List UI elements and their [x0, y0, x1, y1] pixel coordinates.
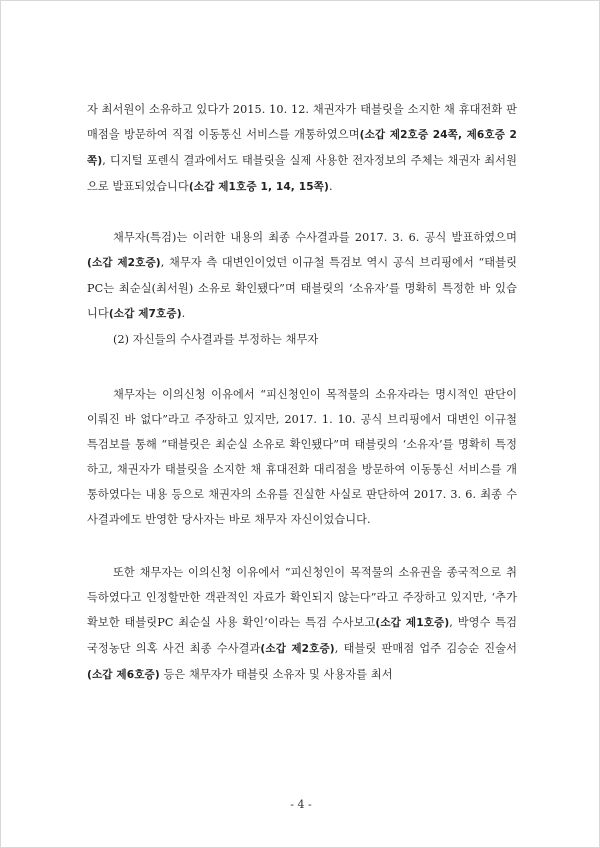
evidence-reference: (소갑 제1호증)	[375, 617, 450, 629]
paragraph-text: .	[181, 307, 186, 320]
paragraph-text: 자 최서원이 소유하고 있다가 2015. 10. 12. 채권자가 태블릿을 소지한 채 휴대전화 판매점을 방문하여 직접 이동통신 서비스를 개통하였으며	[87, 103, 517, 141]
paragraph-text: , 채무자 측 대변인이었던 이규철 특검보 역시 공식 브리핑에서 “태블릿PC는 최순실(최서원) 소유로 확인됐다”며 태블릿의 ‘소유자’를 명확히 특정한 바 있습니다	[87, 256, 517, 320]
paragraph-text: 등은 채무자가 태블릿 소유자 및 사용자를 최서	[159, 668, 393, 681]
evidence-reference: (소갑 제2호증)	[87, 257, 161, 269]
paragraph-3	[87, 382, 517, 532]
paragraph-text: 또한 채무자는 이의신청 이유에서 “피신청인이 목적물의 소유권을 종국적으로 취득하였다고 인정할만한 객관적인 자료가 확인되지 않는다”라고 주장하고 있지만, ‘추가 확보한 태블릿PC 최순실 사용 확인’이라는 특검 수사보고	[87, 566, 517, 629]
section-heading: (2) 자신들의 수사결과를 부정하는 채무자	[113, 333, 319, 346]
evidence-reference: (소갑 제7호증)	[108, 308, 182, 320]
paragraph-text: 채무자(특검)는 이러한 내용의 최종 수사결과를 2017. 3. 6. 공식 발표하였으며	[113, 231, 517, 244]
paragraph-1	[87, 97, 517, 200]
paragraph-text: .	[328, 180, 333, 193]
paragraph-4	[87, 560, 517, 688]
paragraph-2	[87, 225, 517, 327]
evidence-reference: (소갑 제6호증)	[87, 669, 160, 681]
evidence-reference: (소갑 제2호증)	[260, 643, 335, 655]
evidence-reference: (소갑 제2호증 24쪽, 제6호증 2쪽)	[87, 129, 518, 167]
evidence-reference: (소갑 제1호증 1, 14, 15쪽)	[188, 181, 329, 193]
paragraph-text: , 디지털 포렌식 결과에서도 태블릿을 실제 사용한 전자정보의 주체는 채권자 최서원으로 발표되었습니다	[87, 154, 517, 193]
paragraph-text: , 태블릿 판매점 업주 김승순 진술서	[334, 642, 518, 655]
page-number: - 4 -	[290, 798, 312, 811]
paragraph-text: 채무자는 이의신청 이유에서 “피신청인이 목적물의 소유자라는 명시적인 판단이 이뤄진 바 없다”라고 주장하고 있지만, 2017. 1. 10. 공식 브리핑에서 대변인 이규철 특검보를 통해 “태블릿은 최순실 소유로 확인됐다”며 태블릿의 ‘소유자’를 명확히 특정하고, 채권자가 태블릿을 소지한 채 휴대전화 대리점을 방문하여 이동통신 서비스를 개통하였다는 내용 등으로 채권자의 소유를 진실한 사실로 판단하여 2017. 3. 6. 최종 수사결과에도 반영한 당사자는 바로 채무자 자신이었습니다.	[87, 388, 517, 526]
document-body	[87, 97, 517, 688]
paragraph-text: , 박영수 특검 국정농단 의혹 사건 최종 수사결과	[87, 616, 517, 655]
